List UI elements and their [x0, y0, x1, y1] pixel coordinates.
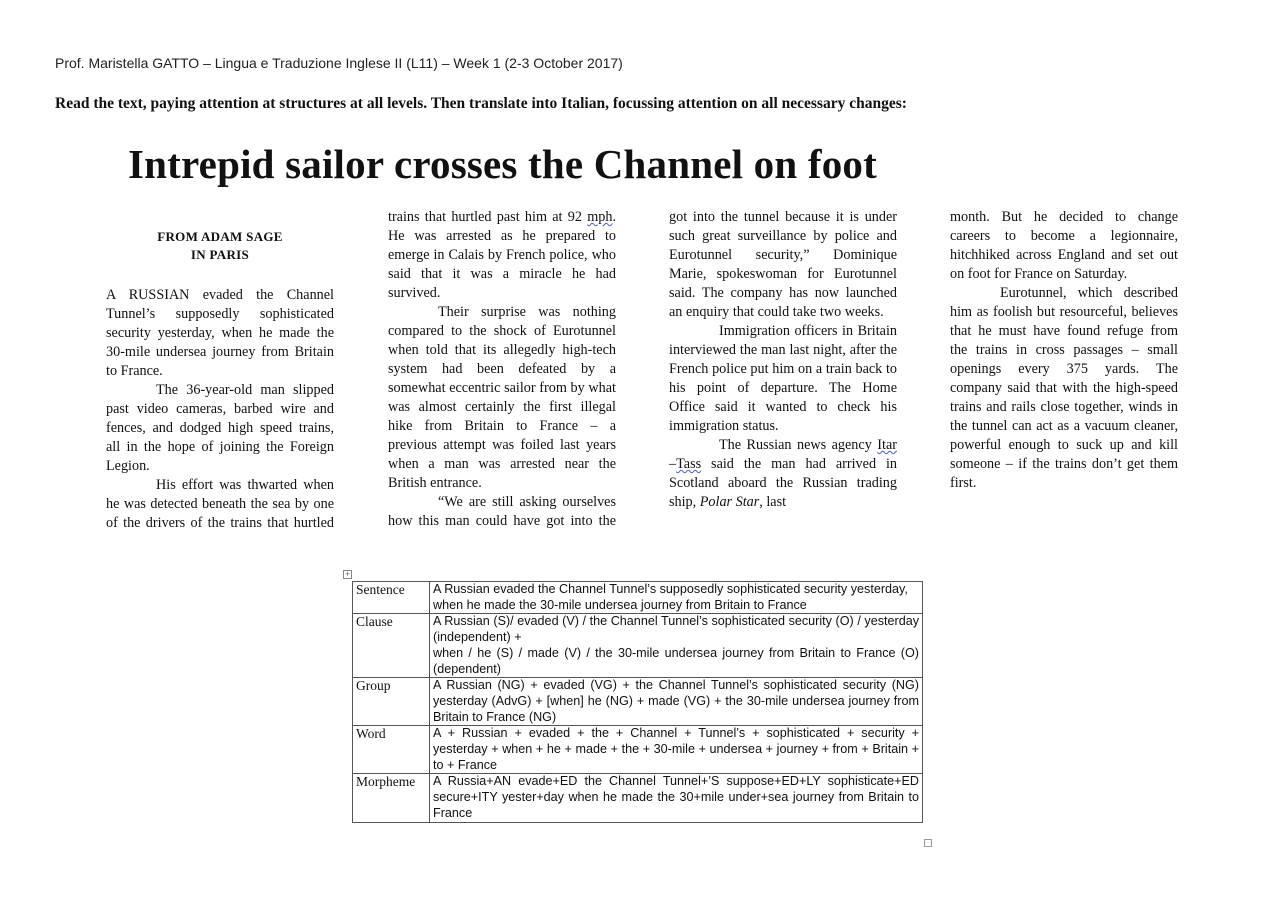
- article-paragraph: A RUSSIAN evaded the Channel Tunnel’s supposedly sophisticated security yesterday, when he made the 30-mile undersea journey from Britain to France.: [106, 287, 334, 379]
- article-paragraph-continued: got into the tunnel because it is under such great surveillance by police and Eurotunnel security,” Dominique Marie, spokeswoman for Eurotunnel said. The company has now launched an enquiry that could take two weeks.: [669, 209, 897, 320]
- article-text-fragment: –: [669, 456, 677, 472]
- ship-name: Polar Star: [699, 494, 760, 510]
- analysis-line: A Russian evaded the Channel Tunnel’s supposedly sophisticated security yesterday,: [433, 582, 908, 596]
- analysis-line: when / he (S) / made (V) / the 30-mile undersea journey from Britain to France (O) (dependent): [433, 645, 919, 676]
- article-paragraph: Eurotunnel, which described him as foolish but resourceful, believes that he must have found refuge from the trains in cross passages – small openings every 375 yards. The company said that with the high-speed trains and rails close together, winds in the tunnel can act as a vacuum cleaner, powerful enough to suck up and kill someone – if the trains don’t get them first.: [950, 285, 1178, 491]
- flagged-word: Itar: [877, 437, 897, 453]
- table-row: [353, 726, 923, 774]
- level-label: Sentence: [353, 582, 430, 614]
- article-column-3: [669, 208, 897, 512]
- article-paragraph: Their surprise was nothing compared to the shock of Eurotunnel when told that its allegedly high-tech system had been defeated by a somewhat eccentric sailor from by what was almost certainly the first illegal hike from Britain to France – a previous attempt was foiled last years when a man was arrested near the British entrance.: [388, 304, 616, 491]
- analysis-line: A Russia+AN evade+ED the Channel Tunnel+’S suppose+ED+LY sophisticate+ED secure+ITY yester+day when he made the 30+mile under+sea journey from Britain to France: [433, 774, 919, 820]
- level-analysis: [430, 582, 923, 614]
- article-column-1: [106, 208, 334, 533]
- analysis-line: A Russian (NG) + evaded (VG) + the Channel Tunnel’s sophisticated security (NG) yesterday (AdvG) + [when] he (NG) + made (VG) + the 30-mile undersea journey from Britain to France (NG): [433, 678, 919, 724]
- page-header: Prof. Maristella GATTO – Lingua e Traduzione Inglese II (L11) – Week 1 (2-3 October 2017): [55, 55, 623, 71]
- level-label: Morpheme: [353, 774, 430, 822]
- analysis-line: A + Russian + evaded + the + Channel + Tunnel’s + sophisticated + security + yesterday + when + he + made + the + 30-mile + undersea + journey + from + Britain + to + France: [433, 726, 919, 772]
- level-label: Group: [353, 678, 430, 726]
- flagged-word: mph: [587, 209, 613, 225]
- article-paragraph-continued: trains that hurtled past him at 92 mph. He was arrested as he prepared to emerge in Calais by French police, who said that it was a miracle he had survived.: [388, 209, 616, 301]
- article-paragraph: The 36-year-old man slipped past video cameras, barbed wire and fences, and dodged high speed trains, all in the hope of joining the Foreign Legion.: [106, 382, 334, 474]
- byline: [106, 228, 334, 264]
- byline-location: IN PARIS: [190, 247, 250, 262]
- table-row: [353, 582, 923, 614]
- article-paragraph: His effort was thwarted when he was detected beneath the sea by one of the drivers of the trains that hurtled: [106, 477, 334, 531]
- level-label: Clause: [353, 614, 430, 678]
- article-column-4: [950, 208, 1178, 493]
- article-headline: Intrepid sailor crosses the Channel on foot: [128, 141, 877, 187]
- article-text-fragment: The Russian news agency: [719, 437, 872, 453]
- article-text-fragment: . He was arrested as he prepared to emerge in Calais by French police, who said that it was a miracle he had survived.: [388, 209, 616, 301]
- table-row: [353, 774, 923, 822]
- article-text-fragment: said the man had arrived in Scotland aboard the Russian trading ship,: [669, 456, 898, 510]
- article-paragraph: Immigration officers in Britain interviewed the man last night, after the French police put him on a train back to his point of departure. The Home Office said it wanted to check his immigration status.: [669, 323, 897, 434]
- analysis-table: [352, 581, 923, 823]
- flagged-word: Tass: [676, 456, 702, 472]
- level-analysis: [430, 678, 923, 726]
- table-row: [353, 678, 923, 726]
- article-paragraph: “We are still asking ourselves how this man could have got into the: [388, 494, 616, 529]
- article-column-2: [388, 208, 616, 531]
- table-move-handle-icon[interactable]: +: [344, 570, 351, 578]
- table-resize-handle-icon[interactable]: [924, 839, 932, 847]
- table-row: [353, 614, 923, 678]
- analysis-line: when he made the 30-mile undersea journey from Britain to France: [433, 597, 807, 612]
- level-analysis: [430, 614, 923, 678]
- instruction-text: Read the text, paying attention at structures at all levels. Then translate into Italian, focussing attention on all necessary changes:: [55, 95, 907, 112]
- article-paragraph: The Russian news agency Itar –Tass said the man had arrived in Scotland aboard the Russian trading ship, Polar Star, last: [669, 437, 898, 510]
- level-analysis: [430, 774, 923, 822]
- level-analysis: [430, 726, 923, 774]
- level-label: Word: [353, 726, 430, 774]
- analysis-line: A Russian (S)/ evaded (V) / the Channel Tunnel’s sophisticated security (O) / yesterday (independent) +: [433, 614, 919, 645]
- article-paragraph-continued: month. But he decided to change careers to become a legionnaire, hitchhiked across England and set out on foot for France on Saturday.: [950, 209, 1178, 282]
- byline-author: FROM ADAM SAGE: [157, 229, 283, 244]
